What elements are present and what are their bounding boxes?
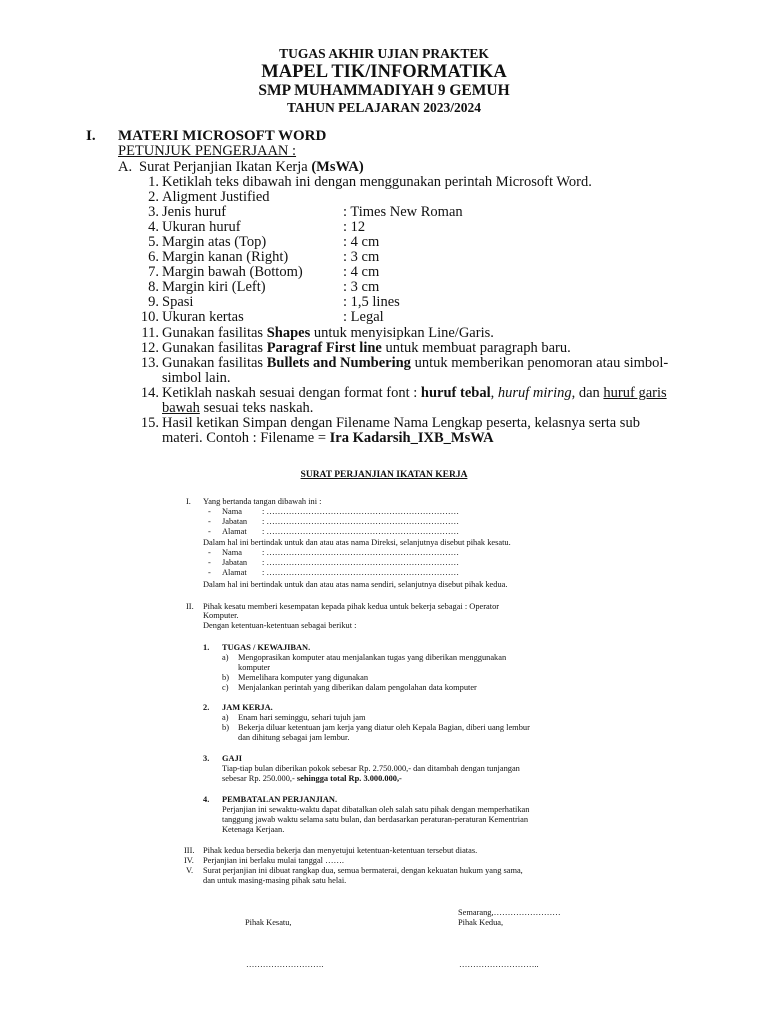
instruction-value: : 4 cm	[343, 264, 380, 280]
s1-b-label: b)	[222, 673, 229, 682]
instruction-item	[137, 310, 717, 325]
instruction-value: : 4 cm	[343, 234, 380, 250]
instruction-number: 8.	[148, 279, 159, 295]
party2-fields	[208, 548, 588, 578]
instruction-item	[137, 205, 717, 220]
sign-right-label: Pihak Kedua,	[458, 918, 504, 927]
letter-title: SURAT PERJANJIAN IKATAN KERJA	[300, 470, 468, 480]
instruction-number: 5.	[148, 234, 159, 250]
s1-a2: komputer	[238, 663, 271, 672]
s2-title: JAM KERJA.	[222, 703, 273, 712]
field-dots: : ……………………………………………………………	[262, 568, 460, 577]
letter-p5-line2: dan untuk masing-masing pihak satu helai.	[203, 876, 347, 885]
s1-title: TUGAS / KEWAJIBAN.	[222, 643, 311, 652]
instruction-number: 7.	[148, 264, 159, 280]
field-dash: -	[208, 558, 211, 567]
s2-num: 2.	[203, 703, 210, 712]
s2-a-label: a)	[222, 713, 229, 722]
s1-c: Menjalankan perintah yang diberikan dalam pengolahan data komputer	[238, 683, 477, 692]
instruction-text: Margin kiri (Left)	[162, 279, 266, 295]
letter-p2-num: II.	[186, 602, 194, 611]
instruction-item	[137, 295, 717, 310]
instruction-number: 4.	[148, 219, 159, 235]
sign-left-label: Pihak Kesatu,	[245, 918, 292, 927]
s3-line2: sebesar Rp. 250.000,- sehingga total Rp. 3.000.000,-	[222, 774, 402, 783]
s4-line2: tanggung jawab waktu selama satu bulan, dan berdasarkan peraturan-peraturan Kementrian	[222, 815, 529, 824]
s1-num: 1.	[203, 643, 210, 652]
s2-b2: dan dihitung sebagai jam lembur.	[238, 733, 350, 742]
letter-p1-num: I.	[186, 497, 191, 506]
subsection-label: A.	[118, 159, 133, 175]
instruction-item	[137, 265, 717, 280]
field-label: Jabatan	[222, 558, 248, 567]
instruction-number: 10.	[140, 309, 159, 325]
s2-b-label: b)	[222, 723, 229, 732]
sign-line-right: ………………………..	[459, 960, 539, 969]
s4-title: PEMBATALAN PERJANJIAN.	[222, 795, 338, 804]
instruction-number: 1.	[148, 174, 159, 190]
instruction-item	[137, 250, 717, 265]
instruction-list	[137, 175, 717, 335]
field-dash: -	[208, 517, 211, 526]
letter-p2-line2: Komputer.	[203, 611, 239, 620]
instruction-text: Margin atas (Top)	[162, 234, 267, 250]
instruction-item	[137, 220, 717, 235]
instruction-number: 3.	[148, 204, 159, 220]
field-dash: -	[208, 507, 211, 516]
field-dots: : ……………………………………………………………	[262, 517, 460, 526]
letter-p5-line1: Surat perjanjian ini dibuat rangkap dua, semua bermaterai, dengan kekuatan hukum yang sama,	[203, 866, 523, 875]
section-title: MATERI MICROSOFT WORD	[118, 128, 327, 144]
field-dots: : ……………………………………………………………	[262, 548, 460, 557]
letter-p1-intro: Yang bertanda tangan dibawah ini :	[203, 497, 322, 506]
field-dash: -	[208, 568, 211, 577]
field-label: Alamat	[222, 568, 247, 577]
s4-line3: Ketenaga Kerjaan.	[222, 825, 285, 834]
field-label: Nama	[222, 548, 242, 557]
instruction-value: : Legal	[343, 309, 384, 325]
s3-num: 3.	[203, 754, 210, 763]
subsection-title: Surat Perjanjian Ikatan Kerja (MsWA)	[139, 159, 364, 175]
instruction-text: Ketiklah teks dibawah ini dengan menggunakan perintah Microsoft Word.	[162, 174, 592, 190]
section-numeral: I.	[86, 128, 96, 144]
party1-fields	[208, 507, 588, 537]
s3-line1: Tiap-tiap bulan diberikan pokok sebesar Rp. 2.750.000,- dan ditambah dengan tunjangan	[222, 764, 520, 773]
instruction-text: Margin bawah (Bottom)	[162, 264, 303, 280]
place-date: Semarang,……………………	[458, 908, 561, 917]
instruction-text: Ukuran kertas	[162, 309, 244, 325]
doc-header-line4: TAHUN PELAJARAN 2023/2024	[286, 100, 481, 115]
instruction-text: Jenis huruf	[162, 204, 227, 220]
letter-p5-num: V.	[186, 866, 194, 875]
s2-b1: Bekerja diluar ketentuan jam kerja yang diatur oleh Kepala Bagian, diberi uang lembur	[238, 723, 530, 732]
instruction-13: 13. Gunakan fasilitas Bullets and Numbering untuk memberikan penomoran atau simbol- simbol lain.	[140, 355, 669, 386]
sign-line-left: ……………………….	[246, 960, 324, 969]
s1-a1: Mengoprasikan komputer atau menjalankan tugas yang diberikan menggunakan	[238, 653, 507, 662]
instruction-text: Ukuran huruf	[162, 219, 241, 235]
instruction-text: Margin kanan (Right)	[162, 249, 289, 265]
field-label: Jabatan	[222, 517, 248, 526]
s2-a: Enam hari seminggu, sehari tujuh jam	[238, 713, 366, 722]
party2-note: Dalam hal ini bertindak untuk dan atau atas nama sendiri, selanjutnya disebut pihak kedua.	[203, 580, 508, 589]
field-dots: : ……………………………………………………………	[262, 507, 460, 516]
instruction-number: 6.	[148, 249, 159, 265]
letter-body	[186, 497, 596, 927]
letter-p3: Pihak kedua bersedia bekerja dan menyetujui ketentuan-ketentuan tersebut diatas.	[203, 846, 478, 855]
instruction-item	[137, 235, 717, 250]
instruction-number: 2.	[148, 189, 159, 205]
letter-p3-num: III.	[184, 846, 195, 855]
instruction-item	[137, 175, 717, 190]
doc-header-line3: SMP MUHAMMADIYAH 9 GEMUH	[258, 82, 510, 99]
instruction-text: Aligment Justified	[162, 189, 270, 205]
field-label: Nama	[222, 507, 242, 516]
letter-p2-line1: Pihak kesatu memberi kesempatan kepada pihak kedua untuk bekerja sebagai : Operator	[203, 602, 500, 611]
instruction-14: 14. Ketiklah naskah sesuai dengan format font : huruf tebal, huruf miring, dan huruf garis bawah sesuai teks naskah.	[140, 385, 667, 416]
letter-p4-num: IV.	[184, 856, 194, 865]
instruction-11: 11. Gunakan fasilitas Shapes untuk menyisipkan Line/Garis.	[141, 325, 494, 341]
instruction-item	[137, 190, 717, 205]
letter-p4: Perjanjian ini berlaku mulai tanggal …….	[203, 856, 344, 865]
s4-line1: Perjanjian ini sewaktu-waktu dapat dibatalkan oleh salah satu pihak dengan memperhatikan	[222, 805, 530, 814]
s3-title: GAJI	[222, 754, 243, 763]
field-dash: -	[208, 548, 211, 557]
instruction-number: 9.	[148, 294, 159, 310]
field-dots: : ……………………………………………………………	[262, 558, 460, 567]
s4-num: 4.	[203, 795, 210, 804]
section-subtitle: PETUNJUK PENGERJAAN :	[118, 143, 297, 159]
instruction-value: : 1,5 lines	[343, 294, 400, 310]
s1-b: Memelihara komputer yang digunakan	[238, 673, 369, 682]
instruction-value: : 3 cm	[343, 249, 380, 265]
instruction-12: 12. Gunakan fasilitas Paragraf First line untuk membuat paragraph baru.	[140, 340, 571, 356]
instruction-value: : 3 cm	[343, 279, 380, 295]
party1-note: Dalam hal ini bertindak untuk dan atau atas nama Direksi, selanjutnya disebut pihak kesatu.	[203, 538, 511, 547]
instruction-value: : Times New Roman	[343, 204, 463, 220]
instruction-15: 15. Hasil ketikan Simpan dengan Filename Nama Lengkap peserta, kelasnya serta sub materi. Contoh : Filename = Ira Kadarsih_IXB_MsWA	[140, 415, 640, 446]
doc-header-line1: TUGAS AKHIR UJIAN PRAKTEK	[279, 46, 489, 61]
s1-a-label: a)	[222, 653, 229, 662]
instruction-text: Spasi	[162, 294, 194, 310]
doc-header-line2: MAPEL TIK/INFORMATIKA	[261, 62, 507, 82]
field-dash: -	[208, 527, 211, 536]
field-dots: : ……………………………………………………………	[262, 527, 460, 536]
letter-p2-line3: Dengan ketentuan-ketentuan sebagai berikut :	[203, 621, 357, 630]
instruction-value: : 12	[343, 219, 366, 235]
instruction-item	[137, 280, 717, 295]
field-label: Alamat	[222, 527, 247, 536]
s1-c-label: c)	[222, 683, 229, 692]
